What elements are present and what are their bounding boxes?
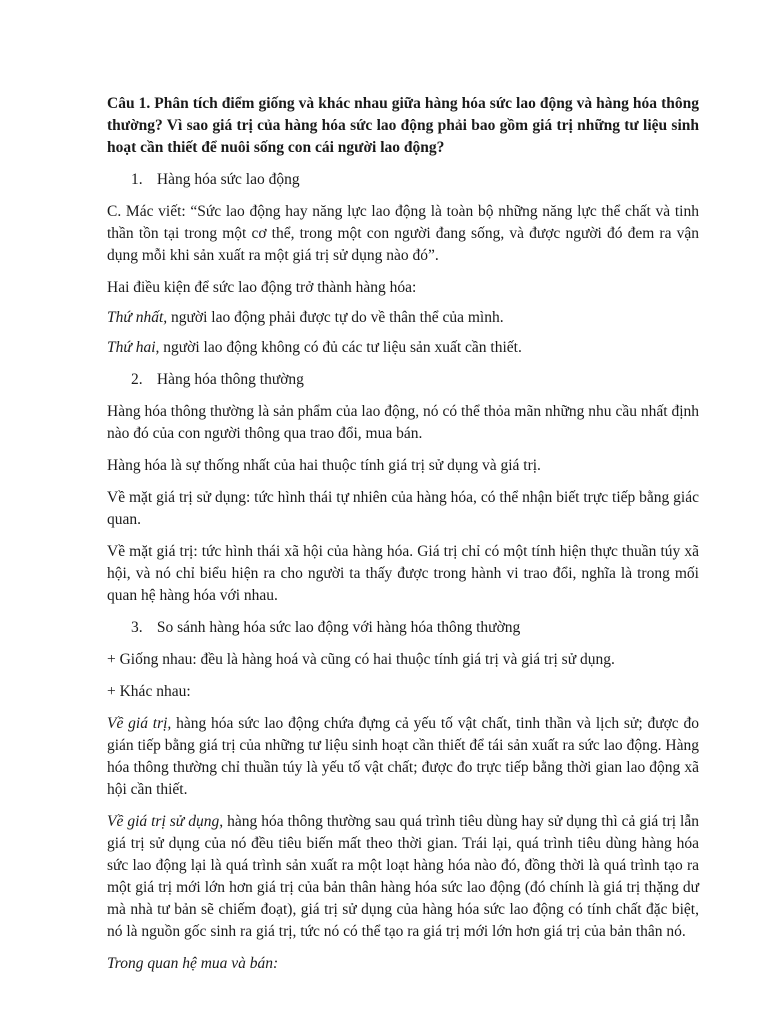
use-value-paragraph: Về mặt giá trị sử dụng: tức hình thái tự nhiên của hàng hóa, có thể nhận biết trực tiếp bằng giác quan. [107,489,699,528]
trade-relation-label: Trong quan hệ mua và bán: [107,955,279,972]
condition-second-text: người lao động không có đủ các tư liệu sản xuất cần thiết. [159,339,522,356]
section-title: Hàng hóa thông thường [156,371,304,388]
condition-second [107,337,699,359]
use-value-difference-label: Về giá trị sử dụng, [107,813,224,830]
conditions-intro: Hai điều kiện để sức lao động trở thành hàng hóa: [107,279,417,296]
question-heading: Câu 1. Phân tích điểm giống và khác nhau giữa hàng hóa sức lao động và hàng hóa thông thường? Vì sao giá trị của hàng hóa sức lao động phải bao gồm giá trị những tư liệu sinh hoạt cần thiết để nuôi sống con cái người lao động? [107,95,699,156]
section-number: 1. [131,171,143,188]
value-difference-label: Về giá trị, [107,715,172,732]
use-value-difference-paragraph [107,811,699,943]
similarities-paragraph: + Giống nhau: đều là hàng hoá và cũng có hai thuộc tính giá trị và giá trị sử dụng. [107,651,615,668]
condition-first-label: Thứ nhất, [107,309,168,326]
condition-second-label: Thứ hai, [107,339,160,356]
value-difference-text: hàng hóa sức lao động chứa đựng cả yếu tố vật chất, tinh thần và lịch sử; được đo gián tiếp bằng giá trị của những tư liệu sinh hoạt cần thiết để tái sản xuất ra sức lao động. Hàng hóa thông thường chỉ thuần túy là yếu tố vật chất; được đo trực tiếp bằng thời gian lao động xã hội cần thiết. [107,715,699,798]
document-body [107,93,699,985]
section-heading-1 [131,169,699,191]
section-title: So sánh hàng hóa sức lao động với hàng hóa thông thường [156,619,521,636]
section-number: 3. [131,619,143,636]
section-number: 2. [131,371,143,388]
marx-quote-paragraph: C. Mác viết: “Sức lao động hay năng lực lao động là toàn bộ những năng lực thể chất và tinh thần tồn tại trong một cơ thể, trong một con người đang sống, và được người đó đem ra vận dụng mỗi khi sản xuất ra một giá trị sử dụng nào đó”. [107,203,699,264]
section-heading-2 [131,369,699,391]
use-value-difference-text: hàng hóa thông thường sau quá trình tiêu dùng hay sử dụng thì cả giá trị lẫn giá trị sử dụng của nó đều tiêu biến mất theo thời gian. Trái lại, quá trình tiêu dùng hàng hóa sức lao động lại là quá trình sản xuất ra một loạt hàng hóa nào đó, đồng thời là quá trình tạo ra một giá trị mới lớn hơn giá trị của bản thân hàng hóa sức lao động (đó chính là giá trị thặng dư mà nhà tư bản sẽ chiếm đoạt), giá trị sử dụng của hàng hóa sức lao động có tính chất đặc biệt, nó là nguồn gốc sinh ra giá trị, tức nó có thể tạo ra giá trị mới lớn hơn giá trị của bản thân nó. [107,813,699,940]
two-attributes-paragraph: Hàng hóa là sự thống nhất của hai thuộc tính giá trị sử dụng và giá trị. [107,457,541,474]
condition-first-text: người lao động phải được tự do về thân thể của mình. [167,309,504,326]
condition-first [107,307,699,329]
value-paragraph: Về mặt giá trị: tức hình thái xã hội của hàng hóa. Giá trị chỉ có một tính hiện thực thuần túy xã hội, và nó chỉ biểu hiện ra cho người ta thấy được trong hành vi trao đổi, nghĩa là trong mối quan hệ hàng hóa với nhau. [107,543,699,604]
section-title: Hàng hóa sức lao động [156,171,300,188]
differences-label: + Khác nhau: [107,683,191,700]
section-heading-3 [131,617,699,639]
trade-relation-heading [107,953,699,975]
ordinary-goods-definition: Hàng hóa thông thường là sản phẩm của lao động, nó có thể thỏa mãn những nhu cầu nhất định nào đó của con người thông qua trao đổi, mua bán. [107,403,699,442]
value-difference-paragraph [107,713,699,801]
